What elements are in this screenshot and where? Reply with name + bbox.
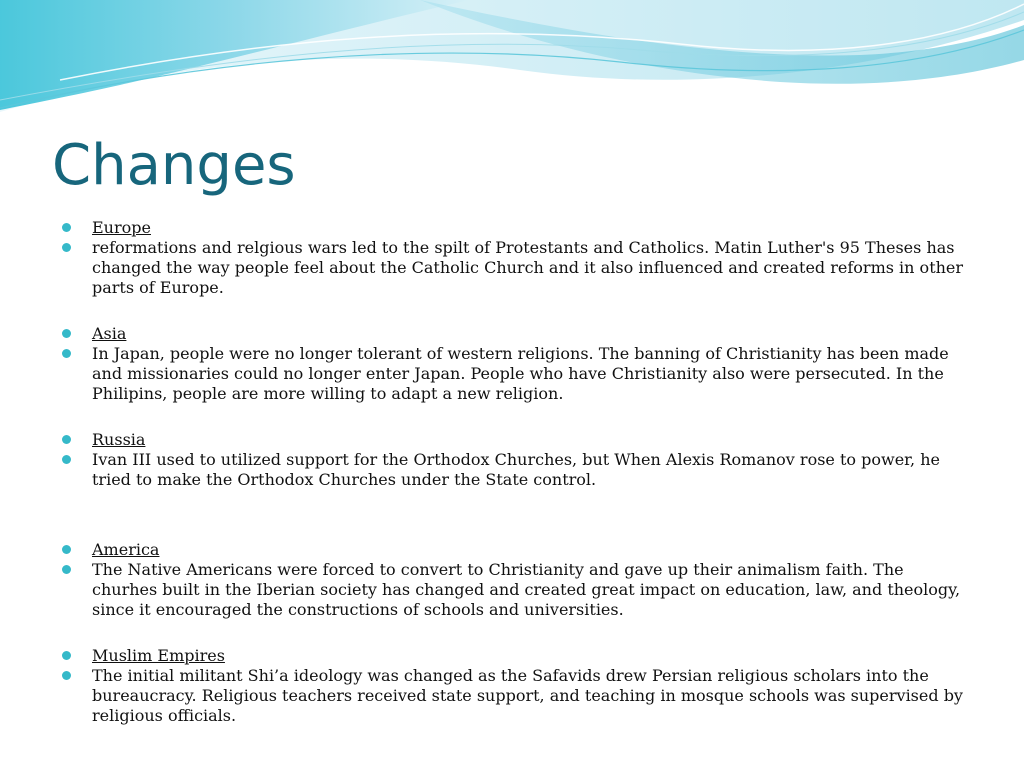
section-text-europe: reformations and relgious wars led to the spilt of Protestants and Catholics. Matin Luther's 95 Theses has changed the way people feel about the Catholic Church and it also influenced and created reforms in other parts of Europe.: [92, 238, 964, 297]
list-item-heading: [60, 324, 970, 344]
list-spacer: [60, 404, 970, 430]
list-item-text: [60, 238, 970, 298]
section-heading-america: America: [92, 540, 160, 559]
slide-title: Changes: [52, 133, 296, 198]
list-spacer: [60, 298, 970, 324]
list-item-text: [60, 450, 970, 490]
list-item-heading: [60, 646, 970, 666]
decorative-wave-banner: [0, 0, 1024, 130]
content-list: [60, 218, 970, 726]
list-item-text: [60, 344, 970, 404]
section-heading-muslim-empires: Muslim Empires: [92, 646, 225, 665]
list-item-heading: [60, 540, 970, 560]
list-spacer: [60, 490, 970, 540]
section-text-russia: Ivan III used to utilized support for the Orthodox Churches, but When Alexis Romanov rose to power, he tried to make the Orthodox Churches under the State control.: [92, 450, 940, 489]
section-heading-europe: Europe: [92, 218, 151, 237]
bullet-icon: [62, 671, 71, 680]
bullet-icon: [62, 455, 71, 464]
bullet-icon: [62, 329, 71, 338]
bullet-icon: [62, 349, 71, 358]
bullet-icon: [62, 651, 71, 660]
bullet-icon: [62, 223, 71, 232]
section-heading-russia: Russia: [92, 430, 146, 449]
section-text-america: The Native Americans were forced to convert to Christianity and gave up their animalism faith. The churhes built in the Iberian society has changed and created great impact on education, law, and theology, since it encouraged the constructions of schools and universities.: [92, 560, 961, 619]
bullet-icon: [62, 545, 71, 554]
bullet-icon: [62, 565, 71, 574]
bullet-icon: [62, 435, 71, 444]
bullet-icon: [62, 243, 71, 252]
section-text-muslim-empires: The initial militant Shi’a ideology was changed as the Safavids drew Persian religious scholars into the bureaucracy. Religious teachers received state support, and teaching in mosque schools was supervised by religious officials.: [92, 666, 963, 725]
section-heading-asia: Asia: [92, 324, 127, 343]
list-item-heading: [60, 430, 970, 450]
list-item-heading: [60, 218, 970, 238]
list-item-text: [60, 560, 970, 620]
list-spacer: [60, 620, 970, 646]
section-text-asia: In Japan, people were no longer tolerant of western religions. The banning of Christianity has been made and missionaries could no longer enter Japan. People who have Christianity also were persecuted. In the Philipins, people are more willing to adapt a new religion.: [92, 344, 949, 403]
list-item-text: [60, 666, 970, 726]
